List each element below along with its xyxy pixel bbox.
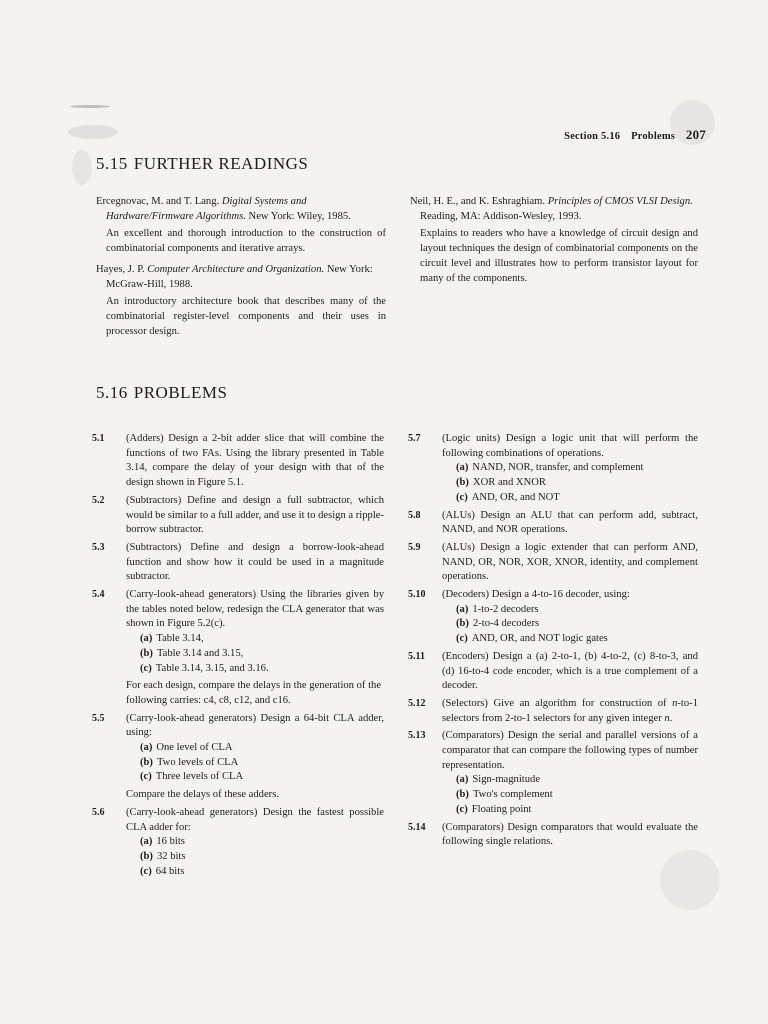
subitem-b: (b) 2-to-4 decoders <box>456 618 540 630</box>
subitem-a: (a) Table 3.14, <box>140 633 204 645</box>
problem-number: 5.3 <box>92 541 105 553</box>
reference-description: An excellent and thorough introduction to the construction of combinatorial components and iterative arrays. <box>106 228 386 255</box>
problem-text: (Selectors) Give an algorithm for construction of n-to-1 selectors from 2-to-1 selectors for any given integer n. <box>442 697 698 724</box>
problem-item <box>92 494 384 538</box>
problems-label: Problems <box>631 131 676 142</box>
subitem-c: (c) AND, OR, and NOT <box>456 491 560 503</box>
problem-number: 5.14 <box>408 821 426 833</box>
reference-citation: Hayes, J. P. Computer Architecture and Organization. New York: McGraw-Hill, 1988. <box>96 263 373 290</box>
problem-number: 5.10 <box>408 589 426 601</box>
problem-number: 5.4 <box>92 589 105 601</box>
problem-text: (Comparators) Design the serial and parallel versions of a comparator that can compare the following types of number representation. <box>442 730 698 771</box>
problem-item <box>92 588 384 676</box>
subitem-c: (c) AND, OR, and NOT logic gates <box>456 633 608 645</box>
problem-number: 5.7 <box>408 433 421 444</box>
running-header <box>564 127 706 143</box>
section-number: 5.15 <box>96 154 128 173</box>
problem-text: (Adders) Design a 2-bit adder slice that will combine the functions of two FAs. Using the library presented in Table 3.14, compare the delay of your design with that of the design shown in Figure 5.1. <box>126 433 384 489</box>
subitem-b: (b) Table 3.14 and 3.15, <box>140 647 244 659</box>
problem-item <box>92 712 384 786</box>
problem-text: (Carry-look-ahead generators) Design the fastest possible CLA adder for: <box>126 806 384 833</box>
problems-left-column <box>92 432 384 882</box>
problem-number: 5.6 <box>92 806 105 818</box>
subitem-a: (a) NAND, NOR, transfer, and complement <box>456 462 644 474</box>
problem-text: (Subtractors) Define and design a borrow-look-ahead function and show how it could be used in a magnitude subtractor. <box>126 541 384 583</box>
reference-citation: Neil, H. E., and K. Eshraghiam. Principles of CMOS VLSI Design. Reading, MA: Addison-Wesley, 1993. <box>410 196 693 222</box>
problem-item <box>92 806 384 880</box>
page-number: 207 <box>685 127 706 142</box>
problem-text: (Decoders) Design a 4-to-16 decoder, using: <box>442 589 630 601</box>
problems-heading <box>96 383 228 403</box>
problem-number: 5.11 <box>408 650 425 662</box>
problem-text: (Carry-look-ahead generators) Design a 64-bit CLA adder, using: <box>126 712 384 739</box>
section-label: Section 5.16 <box>564 131 621 142</box>
subitem-b: (b) 32 bits <box>140 850 186 862</box>
further-readings-heading <box>96 154 308 174</box>
readings-left-column <box>96 195 386 345</box>
problem-item <box>408 821 698 850</box>
problem-number: 5.1 <box>92 433 105 444</box>
problem-number: 5.8 <box>408 509 421 521</box>
problem-text: (Logic units) Design a logic unit that will perform the following combinations of operations. <box>442 433 698 459</box>
subitem-c: (c) 64 bits <box>140 865 185 877</box>
problem-number: 5.9 <box>408 541 421 553</box>
problem-item <box>408 509 698 538</box>
problem-text: (ALUs) Design an ALU that can perform add, subtract, NAND, and NOR operations. <box>442 509 698 536</box>
problem-item <box>408 541 698 585</box>
subitem-a: (a) 16 bits <box>140 836 185 848</box>
scan-speck <box>660 850 720 910</box>
scan-speck <box>72 150 92 185</box>
subitem-b: (b) XOR and XNOR <box>456 477 546 489</box>
problem-item <box>408 650 698 694</box>
problem-item <box>92 432 384 491</box>
subitem-b: (b) Two levels of CLA <box>140 756 239 768</box>
problem-note: Compare the delays of these adders. <box>126 789 279 801</box>
section-title: PROBLEMS <box>133 383 228 402</box>
section-number: 5.16 <box>96 383 128 402</box>
subitem-a: (a) One level of CLA <box>140 742 233 754</box>
problem-item <box>408 729 698 817</box>
scan-speck <box>70 105 110 108</box>
section-title: FURTHER READINGS <box>133 154 309 173</box>
problem-number: 5.5 <box>92 712 105 724</box>
problem-number: 5.13 <box>408 730 426 742</box>
problem-text: (Encoders) Design a (a) 2-to-1, (b) 4-to-2, (c) 8-to-3, and (d) 16-to-4 code encoder, which is a true complement of a decoder. <box>442 650 698 692</box>
problem-text: (Carry-look-ahead generators) Using the libraries given by the tables noted below, redesign the CLA generator that was shown in Figure 5.2(c). <box>126 589 384 630</box>
problem-number: 5.12 <box>408 697 426 709</box>
subitem-a: (a) Sign-magnitude <box>456 774 541 786</box>
problem-text: (Subtractors) Define and design a full subtractor, which would be similar to a full adder, and use it to design a ripple-borrow subtractor. <box>126 494 384 536</box>
problem-item <box>408 588 698 647</box>
reference-description: Explains to readers who have a knowledge of circuit design and layout techniques the design of combinatorial components on the circuit level and illustrates how to perform transistor layout for many of the components. <box>420 228 698 284</box>
subitem-a: (a) 1-to-2 decoders <box>456 603 539 615</box>
subitem-b: (b) Two's complement <box>456 789 553 801</box>
problem-item <box>408 432 698 506</box>
subitem-c: (c) Floating point <box>456 803 532 815</box>
reference-description: An introductory architecture book that describes many of the combinatorial register-level components and their uses in processor design. <box>106 296 386 337</box>
problem-number: 5.2 <box>92 494 105 506</box>
problem-note: For each design, compare the delays in the generation of the following carries: c4, c8, c12, and c16. <box>126 680 382 706</box>
scan-speck <box>68 125 118 139</box>
problem-text: (ALUs) Design a logic extender that can perform AND, NAND, OR, NOR, XOR, XNOR, identity, and complement operations. <box>442 541 698 583</box>
problems-right-column <box>408 432 698 853</box>
subitem-c: (c) Three levels of CLA <box>140 771 244 783</box>
readings-right-column <box>410 195 698 292</box>
reference-citation: Ercegnovac, M. and T. Lang. Digital Systems and Hardware/Firmware Algorithms. New York: Wiley, 1985. <box>96 196 351 222</box>
problem-text: (Comparators) Design comparators that would evaluate the following single relations. <box>442 821 698 848</box>
problem-item <box>92 541 384 585</box>
problem-item <box>408 697 698 726</box>
subitem-c: (c) Table 3.14, 3.15, and 3.16. <box>140 662 269 674</box>
